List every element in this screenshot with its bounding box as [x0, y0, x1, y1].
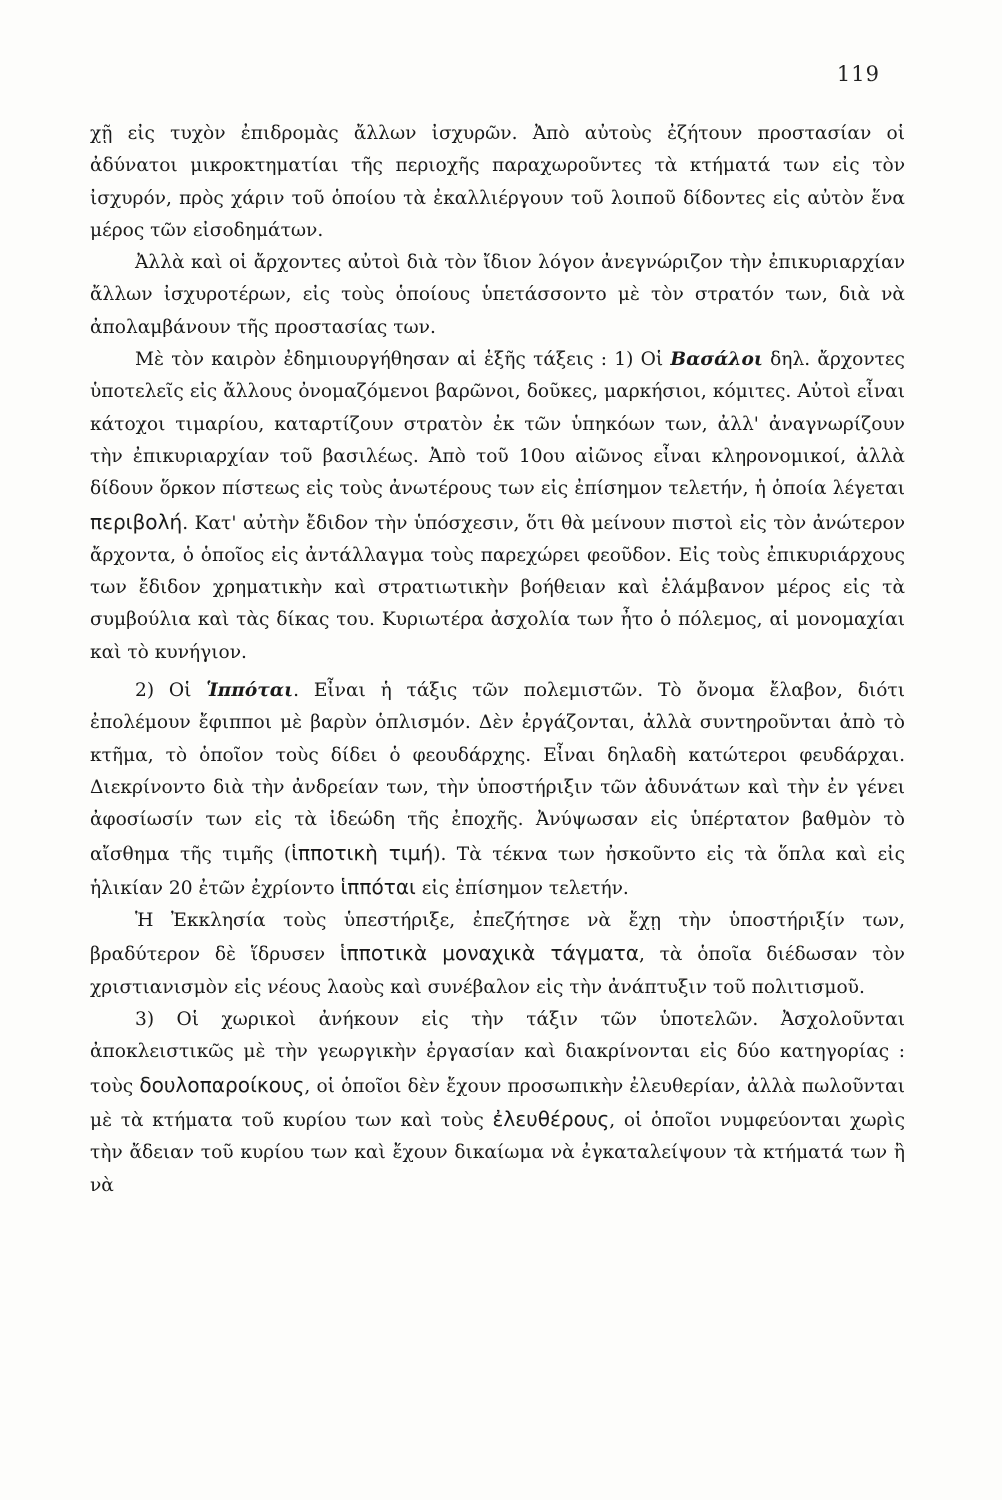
- term-investiture: περιβολή: [90, 509, 183, 534]
- vassals-body: δηλ. ἄρχοντες ὑποτελεῖς εἰς ἄλλους ὀνομαζόμενοι βαρῶνοι, δοῦκες, μαρκήσιοι, κόμιτες. Αὐτοὶ εἶναι κάτοχοι τιμαρίου, καταρτίζουν στρατὸν ἐκ τῶν ὑπηκόων των, ἀλλ' ἀναγνωρίζουν τὴν ἐπικυριαρχίαν τοῦ βασιλέως. Ἀπὸ τοῦ 10ου αἰῶνος εἶναι κληρονομικοί, ἀλλὰ δίδουν ὅρκον πίστεως εἰς τοὺς ἀνωτέρους των εἰς ἐπίσημον τελετήν, ἡ ὁποία λέγεται: [90, 349, 905, 500]
- knights-number: 2) Οἱ: [135, 680, 192, 702]
- peasants-body: , οἱ ὁποῖοι δὲν ἔχουν προσωπικὴν ἐλευθερίαν, ἀλλὰ πωλοῦνται μὲ τὰ κτήματα τοῦ κυρίου των καὶ τοὺς: [90, 1075, 905, 1131]
- body-text: [90, 118, 905, 1202]
- term-chivalric-honor: ἱπποτικὴ τιμή: [291, 840, 434, 865]
- knights-body-continued: ). Τὰ τέκνα των ἠσκοῦντο εἰς τὰ ὅπλα καὶ εἰς ἡλικίαν 20 ἐτῶν ἐχρίοντο: [90, 843, 905, 899]
- term-military-orders: ἱπποτικὰ μοναχικὰ τάγματα: [339, 941, 639, 966]
- term-knights-anointed: ἱππόται: [340, 874, 416, 899]
- paragraph-rulers: Ἀλλὰ καὶ οἱ ἄρχοντες αὐτοὶ διὰ τὸν ἴδιον λόγον ἀνεγνώριζον τὴν ἐπικυριαρχίαν ἄλλων ἰσχυροτέρων, εἰς τοὺς ὁποίους ὑπετάσσοντο μὲ τὸν στρατόν των, διὰ νὰ ἀπολαμβάνουν τῆς προστασίας των.: [90, 252, 905, 338]
- term-vassals: Βασάλοι: [670, 349, 763, 371]
- knights-body-end: εἰς ἐπίσημον τελετήν.: [421, 877, 629, 899]
- paragraph-knights: [90, 675, 905, 905]
- paragraph-peasants: [90, 1004, 905, 1202]
- church-intro: Ἡ Ἐκκλησία τοὺς ὑπεστήριξε, ἐπεζήτησε νὰ ἔχῃ τὴν ὑποστήριξίν των, βραδύτερον δὲ ἵδρυσεν: [90, 910, 905, 966]
- paragraph-continuation: χῇ εἰς τυχὸν ἐπιδρομὰς ἄλλων ἰσχυρῶν. Ἀπὸ αὐτοὺς ἐζήτουν προστασίαν οἱ ἀδύνατοι μικροκτηματίαι τῆς περιοχῆς παραχωροῦντες τὰ κτήματά των εἰς τὸν ἰσχυρόν, πρὸς χάριν τοῦ ὁποίου τὰ ἐκαλλιέργουν τοῦ λοιποῦ δίδοντες εἰς αὐτὸν ἕνα μέρος τῶν εἰσοδημάτων.: [90, 123, 905, 241]
- vassals-intro: Μὲ τὸν καιρὸν ἐδημιουργήθησαν αἱ ἑξῆς τάξεις : 1) Οἱ: [135, 349, 664, 371]
- paragraph-vassals: [90, 344, 905, 669]
- term-free-peasants: ἐλευθέρους: [492, 1106, 610, 1131]
- peasants-body-end: , οἱ ὁποῖοι νυμφεύονται χωρὶς τὴν ἄδειαν τοῦ κυρίου των καὶ ἔχουν δικαίωμα νὰ ἐγκαταλείψουν τὰ κτήματά των ἢ νὰ: [90, 1109, 906, 1196]
- page-number: 119: [836, 62, 880, 86]
- paragraph-church: [90, 905, 905, 1004]
- term-serfs: δουλοπαροίκους: [139, 1072, 305, 1097]
- peasants-intro: 3) Οἱ χωρικοὶ ἀνήκουν εἰς τὴν τάξιν τῶν ὑποτελῶν. Ἀσχολοῦνται ἀποκλειστικῶς μὲ τὴν γεωργικὴν ἐργασίαν καὶ διακρίνονται εἰς δύο κατηγορίας : τοὺς: [90, 1009, 905, 1097]
- vassals-body-continued: . Κατ' αὐτὴν ἔδιδον τὴν ὑπόσχεσιν, ὅτι θὰ μείνουν πιστοὶ εἰς τὸν ἀνώτερον ἄρχοντα, ὁ ὁποῖος εἰς ἀντάλλαγμα τοὺς παρεχώρει φεοῦδον. Εἰς τοὺς ἐπικυριάρχους των ἔδιδον χρηματικὴν καὶ στρατιωτικὴν βοήθειαν καὶ ἐλάμβανον μέρος εἰς τὰ συμβούλια καὶ τὰς δίκας του. Κυριωτέρα ἀσχολία των ἦτο ὁ πόλεμος, αἱ μονομαχίαι καὶ τὸ κυνήγιον.: [90, 512, 905, 663]
- knights-body: . Εἶναι ἡ τάξις τῶν πολεμιστῶν. Τὸ ὄνομα ἔλαβον, διότι ἐπολέμουν ἔφιπποι μὲ βαρὺν ὁπλισμόν. Δὲν ἐργάζονται, ἀλλὰ συντηροῦνται ἀπὸ τὸ κτῆμα, τὸ ὁποῖον τοὺς δίδει ὁ φεουδάρχης. Εἶναι δηλαδὴ κατώτεροι φευδάρχαι. Διεκρίνοντο διὰ τὴν ἀνδρείαν των, τὴν ὑποστήριξιν τῶν ἀδυνάτων καὶ τὴν ἐν γένει ἀφοσίωσίν των εἰς τὰ ἰδεώδη τῆς ἐποχῆς. Ἀνύψωσαν εἰς ὑπέρτατον βαθμὸν τὸ αἴσθημα τῆς τιμῆς (: [90, 680, 905, 865]
- term-knights: Ἱππόται: [206, 680, 294, 702]
- church-body: , τὰ ὁποῖα διέδωσαν τὸν χριστιανισμὸν εἰς νέους λαοὺς καὶ συνέβαλον εἰς τὴν ἀνάπτυξιν τοῦ πολιτισμοῦ.: [90, 944, 905, 998]
